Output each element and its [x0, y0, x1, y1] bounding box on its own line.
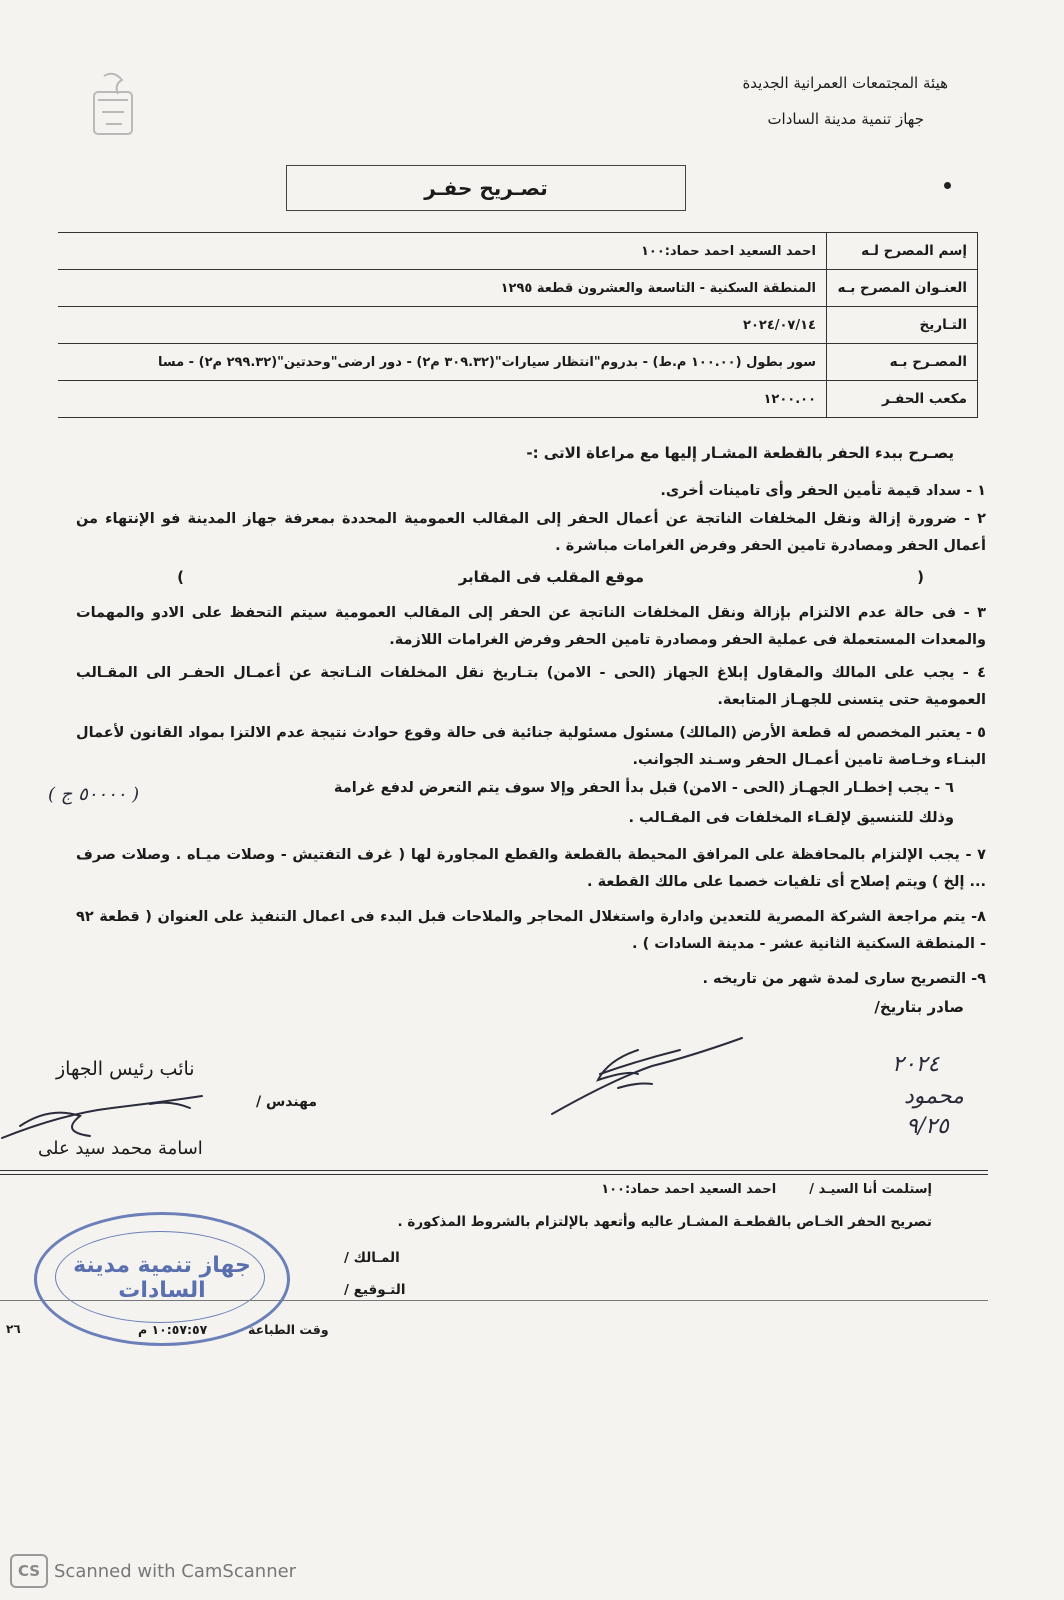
- bullet-dot-icon: [944, 182, 951, 189]
- info-row: [58, 270, 978, 307]
- camscanner-text: Scanned with CamScanner: [54, 1560, 297, 1582]
- signature-label: التـوقيع /: [344, 1282, 406, 1298]
- info-label: المصـرح بـه: [827, 344, 978, 381]
- signatory-title: نائب رئيس الجهاز: [56, 1058, 195, 1080]
- print-time-value: ١٠:٥٧:٥٧ م: [138, 1322, 208, 1337]
- clause-6-continued: وذلك للتنسيق لإلقـاء المخلفات فى المقـالب .: [628, 810, 954, 826]
- authority-name: هيئة المجتمعات العمرانية الجديدة: [742, 74, 948, 92]
- stamp-text: جهاز تنمية مدينة السادات: [73, 1253, 251, 1303]
- receipt-recipient-name: احمد السعيد احمد حماد:١٠٠: [601, 1182, 777, 1197]
- clause-5: ٥ - يعتبر المخصص له قطعة الأرض (المالك) مسئول مسئولية جنائية فى حالة وقوع حوادث نتيجة عدم الالتزا بمواد القانون لأعمال البنـاء وخـاصة تامين أعمـال الحفر وسـند الجوانب.: [76, 725, 986, 768]
- permit-info-table: [58, 232, 978, 418]
- info-label: التـاريخ: [827, 307, 978, 344]
- signatory-name: اسامة محمد سيد على: [38, 1138, 203, 1159]
- separator-line: [0, 1170, 988, 1171]
- signatory-prefix: مهندس /: [256, 1094, 318, 1110]
- owner-label: المـالك /: [344, 1250, 400, 1266]
- document-title: تصـريح حفـر: [286, 165, 686, 211]
- dump-site: موقع المقلب فى المقابر: [458, 568, 644, 586]
- clause-2: ٢ - ضرورة إزالة ونقل المخلفات الناتجة عن أعمال الحفر إلى المقالب العمومية المحددة بمعرفة جهاز المدينة فو الإنتهاء من أعمال الحفر ومصادرة تامين الحفر وفرض الغرامات مباشرة .: [76, 511, 986, 554]
- authority-emblem-icon: [84, 66, 148, 144]
- receipt-received-label: إستلمت أنا السيـد /: [809, 1182, 932, 1197]
- intro-line: يصـرح ببدء الحفر بالقطعة المشـار إليها مع مراعاة الاتى :-: [526, 444, 954, 462]
- info-row: [58, 381, 978, 418]
- handwritten-day: ٩/٢٥: [906, 1114, 949, 1139]
- page-reference: ٢٦: [6, 1322, 21, 1336]
- paren-close: ): [177, 568, 184, 586]
- clause-4: ٤ - يجب على المالك والمقاول إبلاغ الجهاز (الحى - الامن) بتـاريخ نقل المخلفات النـاتجة عن أعمـال الحفـر الى المقـالب العمومية حتى يتسنى للجهـاز المتابعة.: [76, 665, 986, 708]
- clause-6: ٦ - يجب إخطـار الجهـاز (الحى - الامن) قبل بدأ الحفر وإلا سوف يتم التعرض لدفع غرامة: [333, 780, 954, 796]
- receipt-line-1: [601, 1182, 932, 1197]
- info-row: [58, 307, 978, 344]
- info-row: [58, 344, 978, 381]
- camscanner-watermark: [10, 1554, 296, 1588]
- agency-name: جهاز تنمية مدينة السادات: [767, 110, 924, 128]
- clause-7: ٧ - يجب الإلتزام بالمحافظة على المرافق المحيطة بالقطعة والقطع المجاورة لها ( غرف التفتيش - وصلات ميـاه . وصلات صرف ... إلخ ) ويتم إصلاح أى تلفيات خصما على مالك القطعة .: [76, 847, 986, 890]
- clause-1: ١ - سداد قيمة تأمين الحفر وأى تامينات أخرى.: [660, 483, 986, 499]
- print-time-label: وقت الطباعة: [248, 1322, 329, 1337]
- info-label: مكعب الحفـر: [827, 381, 978, 418]
- handwritten-year: ٢٠٢٤: [892, 1052, 940, 1077]
- separator-line-thin: [0, 1174, 988, 1175]
- issued-on-label: صادر بتاريخ/: [874, 998, 964, 1016]
- info-label: إسم المصرح لـه: [827, 233, 978, 270]
- clause-9: ٩- التصريح سارى لمدة شهر من تاريخه .: [702, 971, 986, 987]
- info-label: العنـوان المصرح بـه: [827, 270, 978, 307]
- paren-open: (: [917, 568, 924, 586]
- camscanner-logo-icon: CS: [10, 1554, 48, 1588]
- info-value: سور بطول (١٠٠.٠٠ م.ط) - بدروم"انتظار سيارات"(٣٠٩.٣٢ م٢) - دور ارضى"وحدتين"(٢٩٩.٣٢ م٢) - مسا: [58, 344, 827, 381]
- clause-8: ٨- يتم مراجعة الشركة المصرية للتعدين وادارة واستغلال المحاجر والملاحات قبل البدء فى اعمال التنفيذ على العنوان ( قطعة ٩٢ - المنطقة السكنية الثانية عشر - مدينة السادات ) .: [76, 909, 986, 952]
- receipt-line-2: تصريح الحفر الخـاص بالقطعـة المشـار عاليه وأتعهد بالإلتزام بالشروط المذكورة .: [397, 1214, 932, 1230]
- handwritten-signature-icon: [548, 1030, 748, 1120]
- clause-3: ٣ - فى حالة عدم الالتزام بإزالة ونقل المخلفات الناتجة عن الحفر إلى المقالب العمومية سيتم التحفظ على الادو والمهمات والمعدات المستعملة فى عملية الحفر ومصادرة تامين الحفر وفرض الغرامات اللازمة.: [76, 605, 986, 648]
- info-value: المنطقة السكنية - التاسعة والعشرون قطعة ١٢٩٥: [58, 270, 827, 307]
- info-value: ٢٠٢٤/٠٧/١٤: [58, 307, 827, 344]
- handwritten-note: محمود: [904, 1084, 964, 1109]
- info-value: ١٢٠٠.٠٠: [58, 381, 827, 418]
- info-row: [58, 233, 978, 270]
- info-value: احمد السعيد احمد حماد:١٠٠: [58, 233, 827, 270]
- fine-amount: ( ٥٠٠٠٠ ج ): [48, 784, 140, 805]
